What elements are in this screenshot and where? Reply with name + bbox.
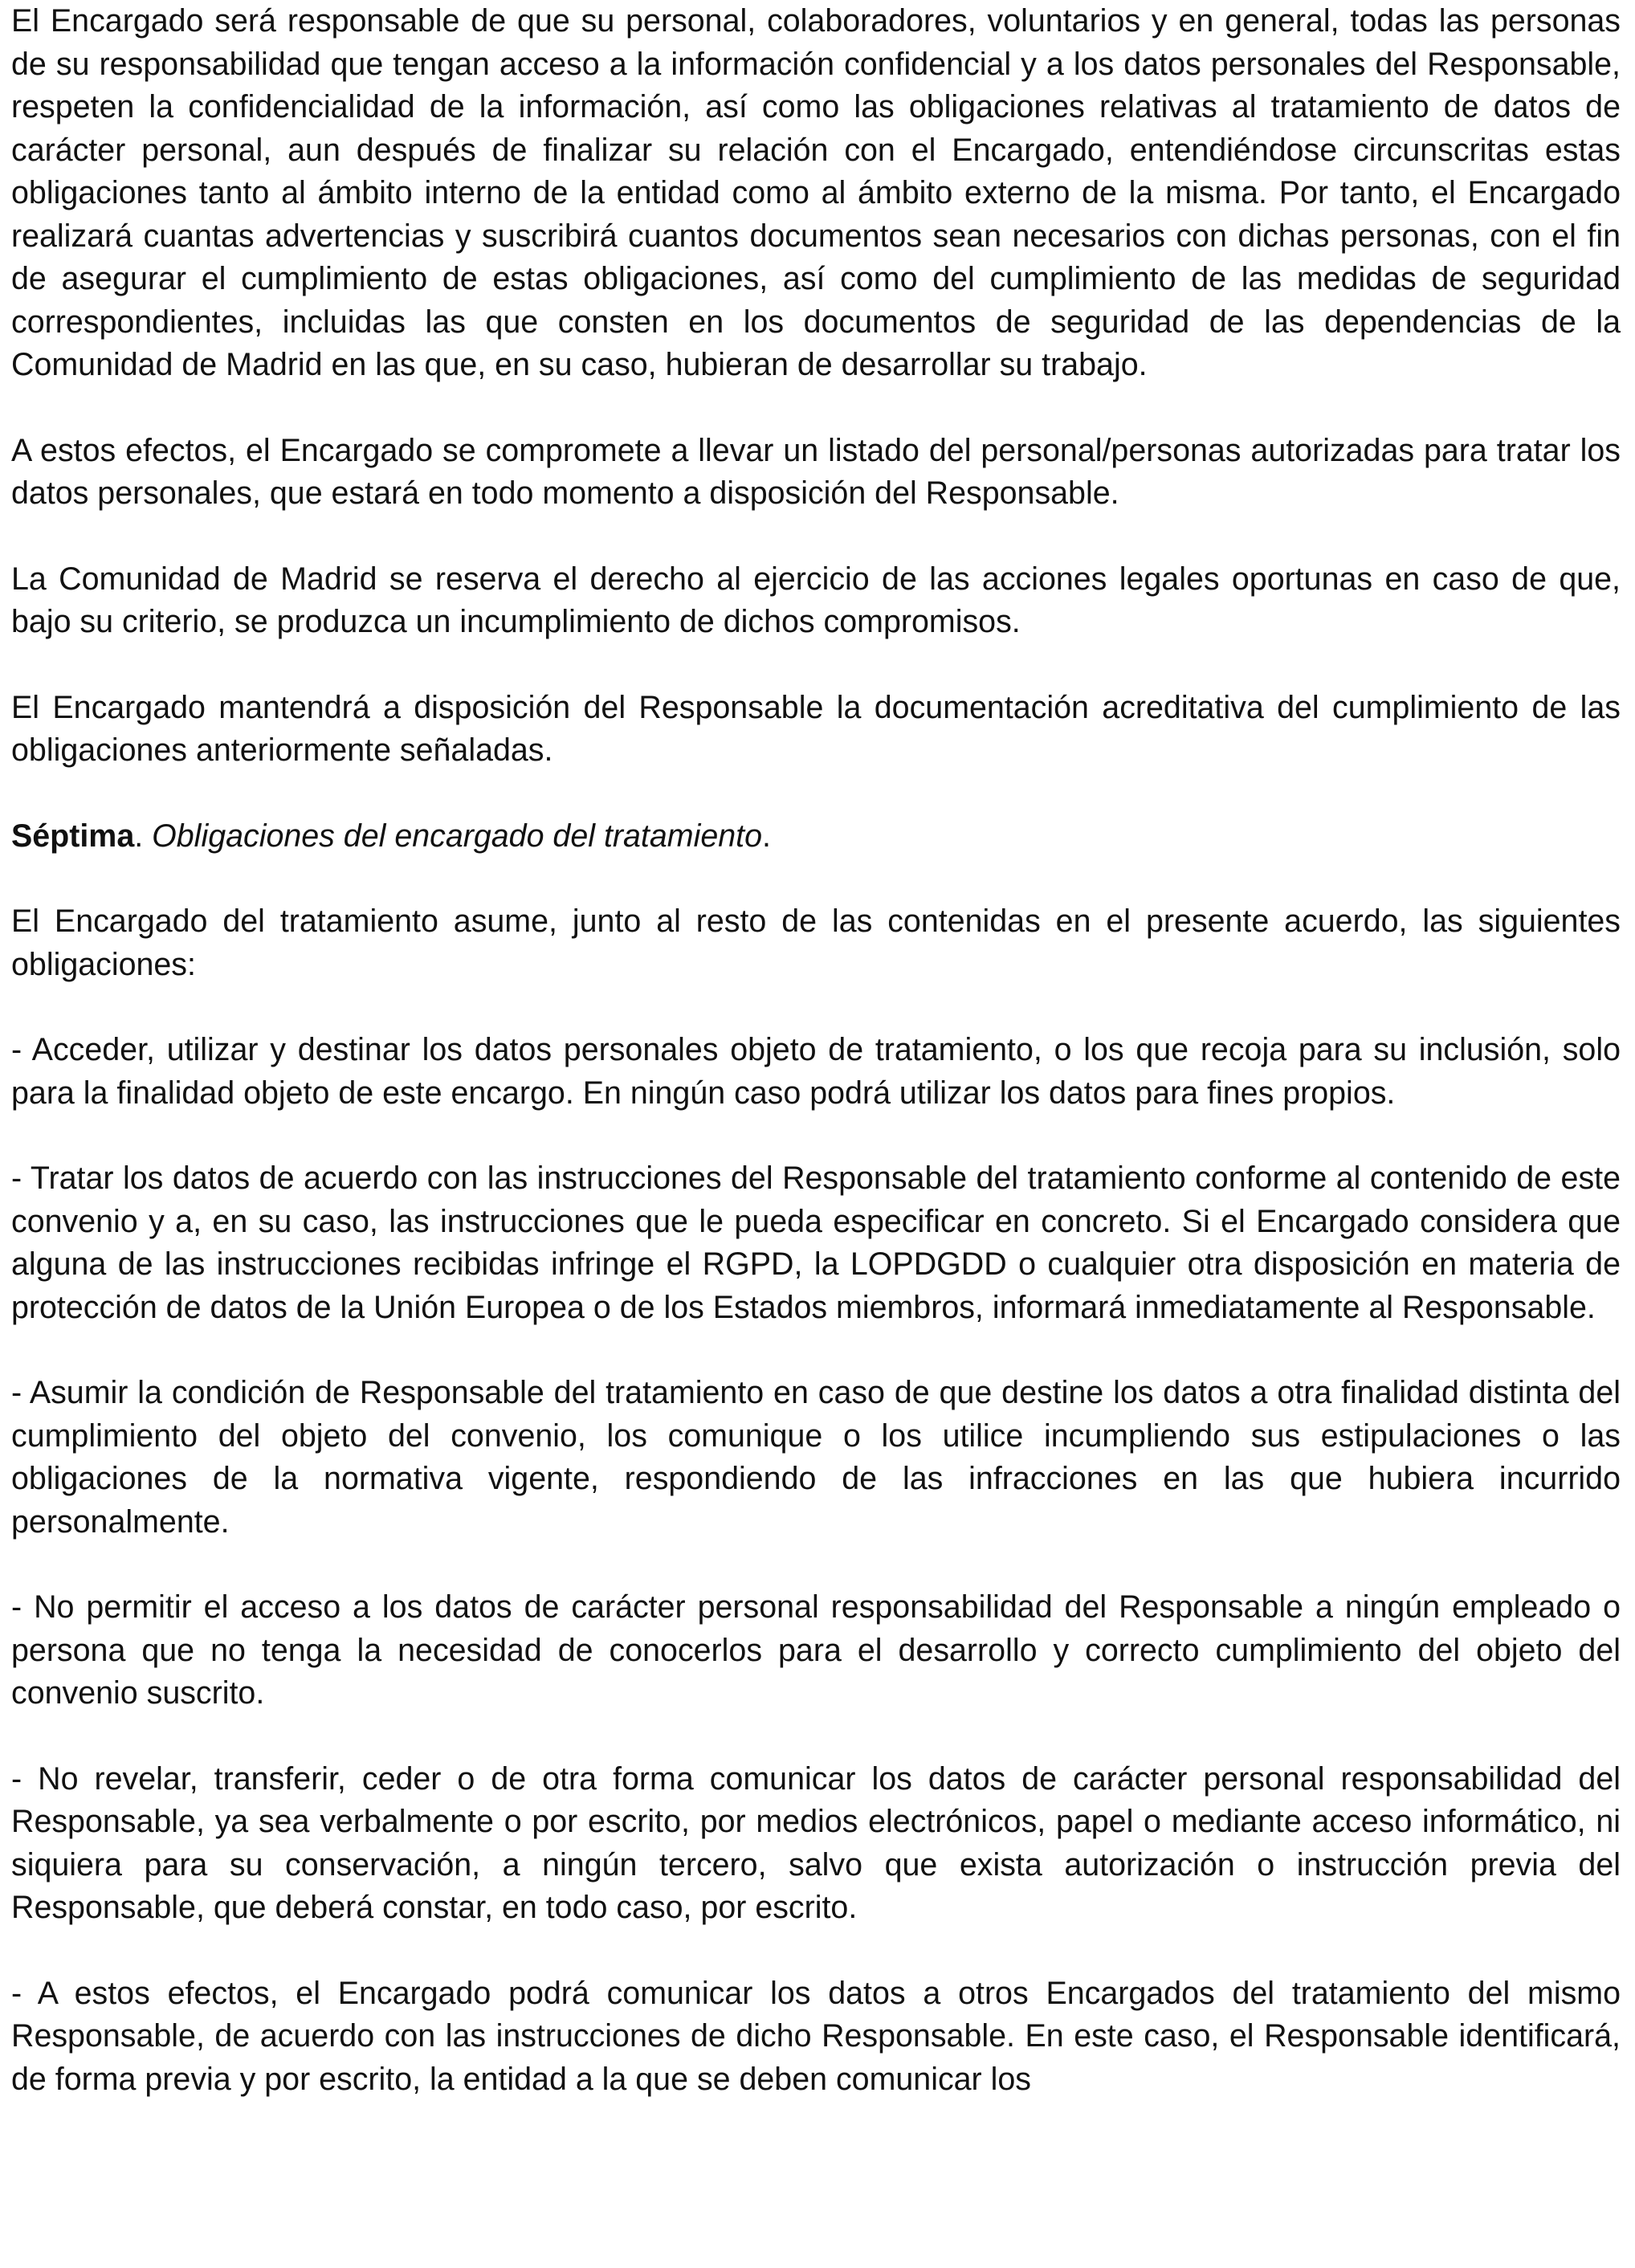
paragraph-authorized-list: A estos efectos, el Encargado se compromete a llevar un listado del personal/personas autorizadas para tratar los datos personales, que estará en todo momento a disposición del Responsable. <box>11 432 1621 511</box>
paragraph-confidentiality: El Encargado será responsable de que su personal, colaboradores, voluntarios y en general, todas las personas de su responsabilidad que tengan acceso a la información confidencial y a los datos personales del Responsable, respeten la confidencialidad de la información, así como las obligaciones relativas al tratamiento de datos de carácter personal, aun después de finalizar su relación con el Encargado, entendiéndose circunscritas estas obligaciones tanto al ámbito interno de la entidad como al ámbito externo de la misma. Por tanto, el Encargado realizará cuantas advertencias y suscribirá cuantos documentos sean necesarios con dichas personas, con el fin de asegurar el cumplimiento de estas obligaciones, así como del cumplimiento de las medidas de seguridad correspondientes, incluidas las que consten en los documentos de seguridad de las dependencias de la Comunidad de Madrid en las que, en su caso, hubieran de desarrollar su trabajo. <box>11 3 1621 382</box>
section-title: Obligaciones del encargado del tratamiento <box>152 818 762 854</box>
paragraph-intro: El Encargado del tratamiento asume, junto al resto de las contenidas en el presente acuerdo, las siguientes obligaciones: <box>11 904 1621 982</box>
section-heading <box>11 815 1621 859</box>
obligation-item: - Acceder, utilizar y destinar los datos personales objeto de tratamiento, o los que recoja para su inclusión, solo para la finalidad objeto de este encargo. En ningún caso podrá utilizar los datos para fines propios. <box>11 1032 1621 1111</box>
obligation-item: - No permitir el acceso a los datos de carácter personal responsabilidad del Responsable a ningún empleado o persona que no tenga la necesidad de conocerlos para el desarrollo y correcto cumplimiento del objeto del convenio suscrito. <box>11 1589 1621 1711</box>
document-page <box>11 0 1621 2101</box>
paragraph-documentation: El Encargado mantendrá a disposición del Responsable la documentación acreditativa del cumplimiento de las obligaciones anteriormente señaladas. <box>11 689 1621 768</box>
section-end: . <box>762 818 771 854</box>
obligation-item: - Asumir la condición de Responsable del tratamiento en caso de que destine los datos a otra finalidad distinta del cumplimiento del objeto del convenio, los comunique o los utilice incumpliendo sus estipulaciones o las obligaciones de la normativa vigente, respondiendo de las infracciones en las que hubiera incurrido personalmente. <box>11 1375 1621 1540</box>
obligation-item: - Tratar los datos de acuerdo con las instrucciones del Responsable del tratamiento conforme al contenido de este convenio y a, en su caso, las instrucciones que le pueda especificar en concreto. Si el Encargado considera que alguna de las instrucciones recibidas infringe el RGPD, la LOPDGDD o cualquier otra disposición en materia de protección de datos de la Unión Europea o de los Estados miembros, informará inmediatamente al Responsable. <box>11 1161 1621 1325</box>
section-separator: . <box>134 818 153 854</box>
obligation-item: - A estos efectos, el Encargado podrá comunicar los datos a otros Encargados del tratamiento del mismo Responsable, de acuerdo con las instrucciones de dicho Responsable. En este caso, el Responsable identificará, de forma previa y por escrito, la entidad a la que se deben comunicar los <box>11 1975 1621 2097</box>
paragraph-legal-actions: La Comunidad de Madrid se reserva el derecho al ejercicio de las acciones legales oportunas en caso de que, bajo su criterio, se produzca un incumplimiento de dichos compromisos. <box>11 561 1621 639</box>
obligation-item: - No revelar, transferir, ceder o de otra forma comunicar los datos de carácter personal responsabilidad del Responsable, ya sea verbalmente o por escrito, por medios electrónicos, papel o mediante acceso informático, ni siquiera para su conservación, a ningún tercero, salvo que exista autorización o instrucción previa del Responsable, que deberá constar, en todo caso, por escrito. <box>11 1760 1621 1925</box>
section-label: Séptima <box>11 818 135 854</box>
